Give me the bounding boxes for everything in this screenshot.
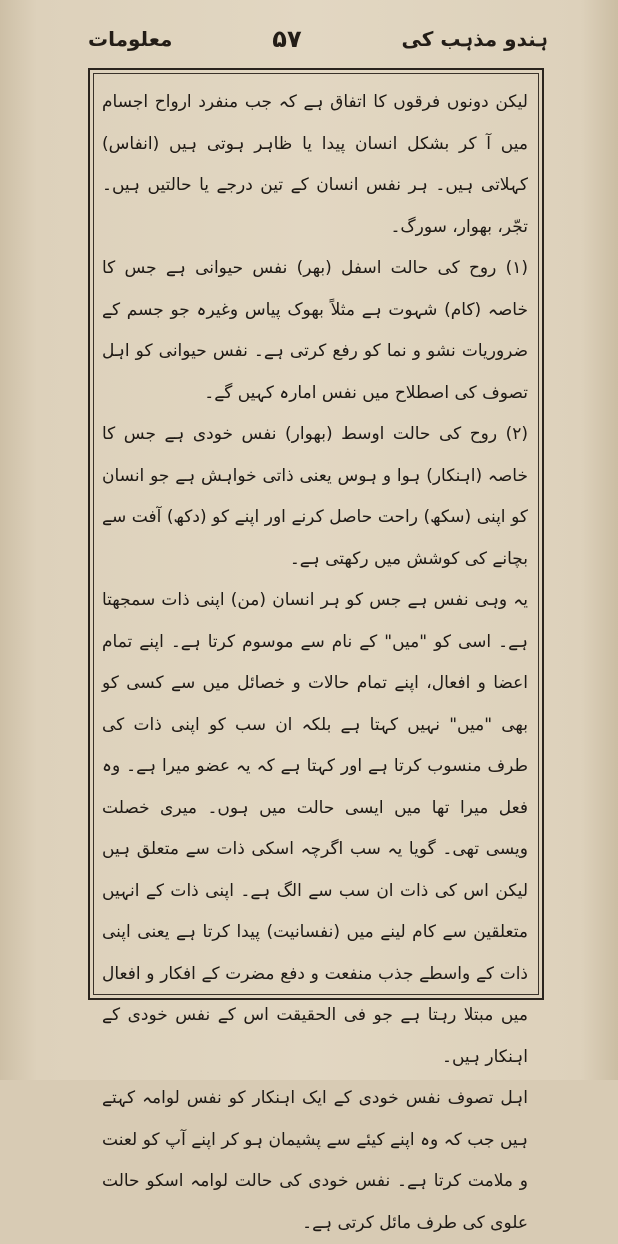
- paragraph-intro: لیکن دونوں فرقوں کا اتفاق ہے کہ جب منفرد ارواح اجسام میں آ کر بشکل انسان پیدا یا ظاہر ہوتی ہیں (انفاس) کہلاتی ہیں۔ ہر نفس انسان کے تین درجے یا حالتیں ہیں۔ تجّر، بھوار، سورگ۔: [102, 92, 528, 237]
- paragraph-middle-state: (۲) روح کی حالت اوسط (بھوار) نفس خودی ہے جس کا خاصہ (اہنکار) ہوا و ہوس یعنی ذاتی خواہش ہے جو انسان کو اپنی (سکھ) راحت حاصل کرنے اور اپنے کو (دکھ) آفت سے بچانے کی کوشش میں رکھتی ہے۔: [102, 424, 528, 569]
- running-header-right: ہندو مذہب کی: [401, 27, 548, 51]
- running-header-left: معلومات: [88, 27, 173, 51]
- paragraph-lawwama: اہل تصوف نفس خودی کے ایک اہنکار کو نفس لوامہ کہتے ہیں جب کہ وہ اپنے کیئے سے پشیمان ہو کر اپنے آپ کو لعنت و ملامت کرتا ہے۔ نفس خودی کی حالت لوامہ اسکو حالت علوی کی طرف مائل کرتی ہے۔: [102, 1088, 528, 1233]
- page-number: ۵۷: [272, 25, 302, 53]
- page-header: [88, 18, 548, 60]
- paragraph-self: یہ وہی نفس ہے جس کو ہر انسان (من) اپنی ذات سمجھتا ہے۔ اسی کو "میں" کے نام سے موسوم کرتا ہے۔ اپنے تمام اعضا و افعال، اپنے تمام حالات و خصائل میں سے کسی کو بھی "میں" نہیں کہتا ہے بلکہ ان سب کو اپنی ذات کی طرف منسوب کرتا ہے اور کہتا ہے کہ یہ عضو میرا ہے۔ وہ فعل میرا تھا میں ایسی حالت میں ہوں۔ میری خصلت ویسی تھی۔ گویا یہ سب اگرچہ اسکی ذات سے متعلق ہیں لیکن اس کی ذات ان سب سے الگ ہے۔ اپنی ذات کے انہیں متعلقین سے کام لینے میں (نفسانیت) پیدا کرتا ہے یعنی اپنی ذات کے واسطے جذب منفعت و دفع مضرت کے افکار و افعال میں مبتلا رہتا ہے جو فی الحقیقت اس کے نفس خودی کے اہنکار ہیں۔: [102, 590, 528, 1067]
- text-frame: [88, 68, 544, 1233]
- paragraph-lower-state: (۱) روح کی حالت اسفل (بھر) نفس حیوانی ہے جس کا خاصہ (کام) شہوت ہے مثلاً بھوک پیاس وغیرہ جو جسم کے ضروریات نشو و نما کو رفع کرتی ہے۔ نفس حیوانی کو اہل تصوف کی اصطلاح میں نفس امارہ کہیں گے۔: [102, 258, 528, 403]
